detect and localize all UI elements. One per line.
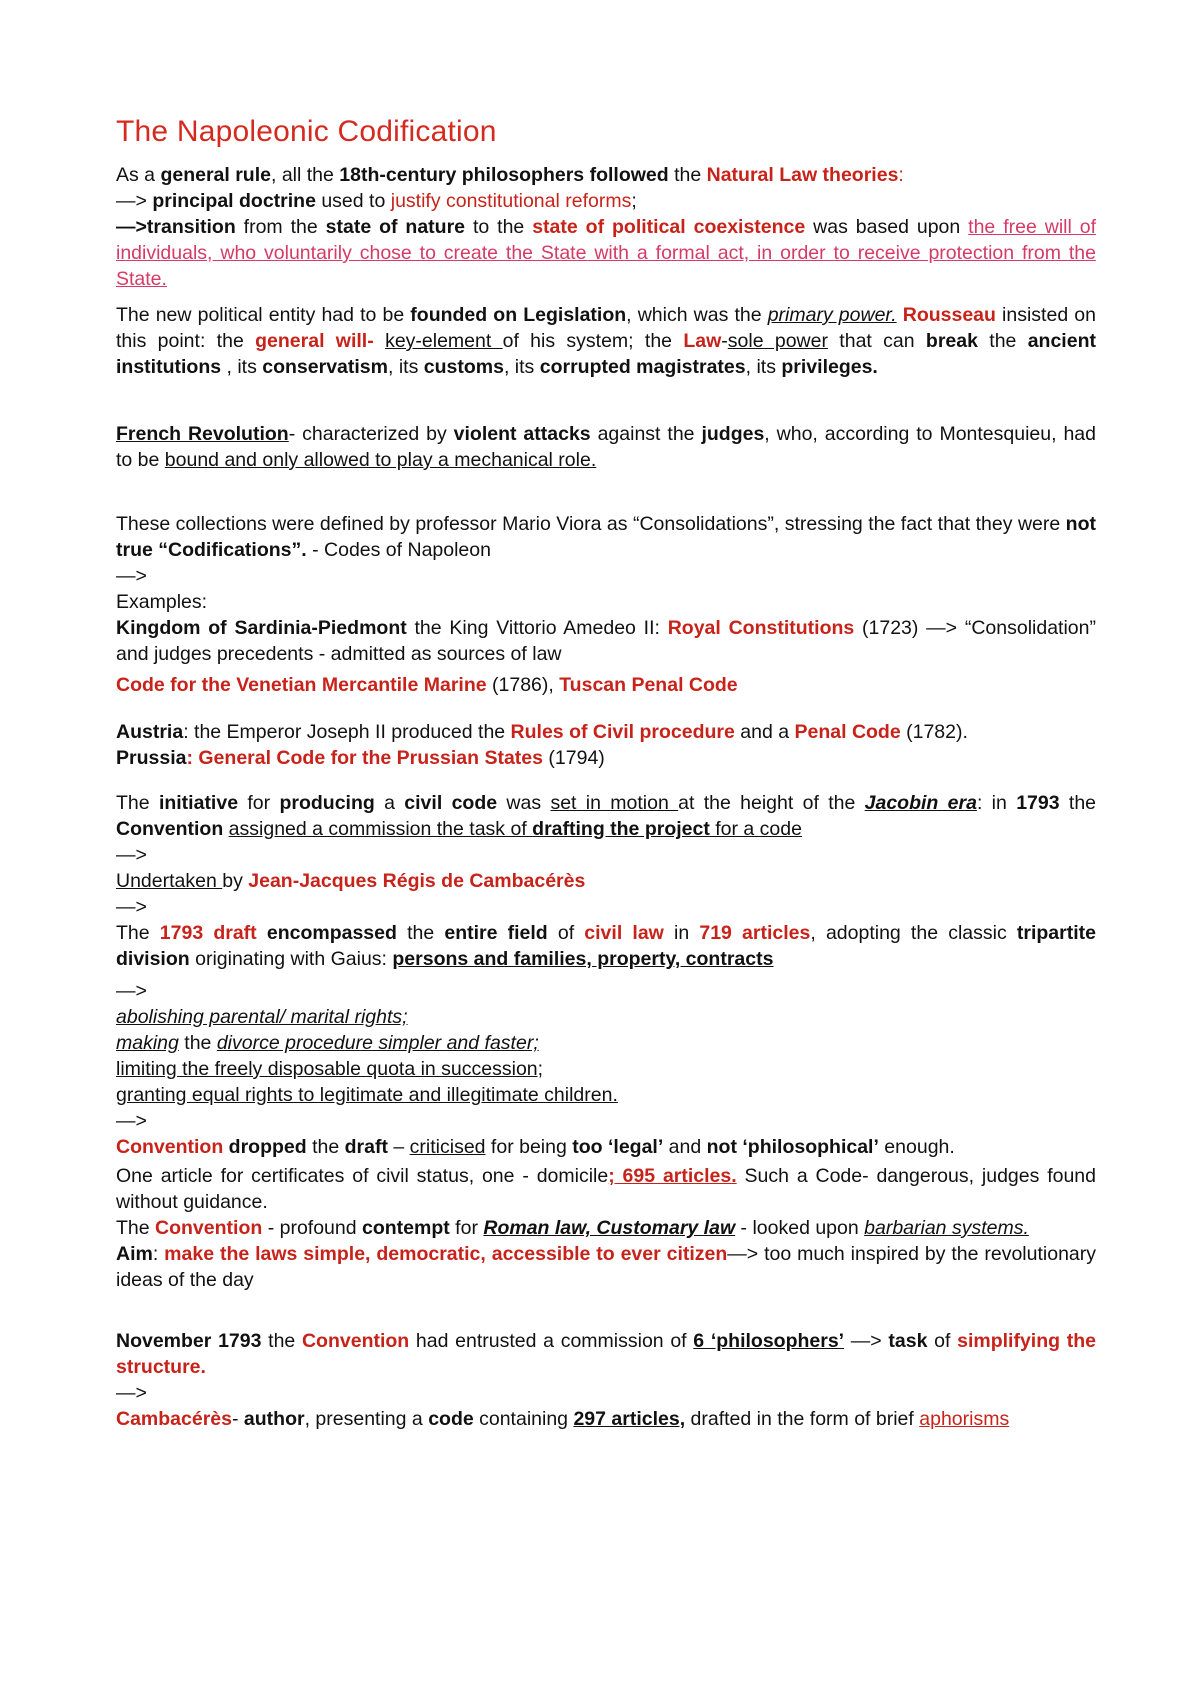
convention-contempt-paragraph: One article for certificates of civil status, one - domicile; 695 articles. Such a Code- dangerous, judges found without guidance. The Convention - profound contempt for Roman law, Customary law - looked upon barbarian systems. Aim: make the laws simple, democratic, accessible to ever citizen—> too much inspired by the revolutionary ideas of the day — [116, 1165, 1096, 1291]
list-item: abolishing parental/ marital rights; — [116, 1006, 408, 1028]
civil-code-initiative-paragraph: The initiative for producing a civil code was set in motion at the height of the Jacobin era: in 1793 the Convention assigned a commission the task of drafting the project for a code —> Undertaken by Jean-Jacques Régis de Cambacérès —> The 1793 draft encompassed the entire field of civil law in 719 articles, adopting the classic tripartite division originating with Gaius: persons and families, property, contracts — [116, 792, 1097, 970]
list-item: limiting the freely disposable quota in succession; — [116, 1058, 544, 1080]
rousseau-paragraph: The new political entity had to be founded on Legislation, which was the primary power. Rousseau insisted on this point: the general will- key-element of his system; the Law-sole power that can break the ancient institutions , its conservatism, its customs, its corrupted magistrates, its privileges. — [116, 304, 1096, 378]
november-1793-paragraph: November 1793 the Convention had entrusted a commission of 6 ‘philosophers’ —> task of simplifying the structure. —> Cambacérès- author, presenting a code containing 297 articles, drafted in the form of brief aphorisms — [116, 1330, 1096, 1430]
consolidations-paragraph: These collections were defined by professor Mario Viora as “Consolidations”, stressing the fact that they were not true “Codifications”. - Codes of Napoleon —> Examples: Kingdom of Sardinia-Piedmont the King Vittorio Amedeo II: Royal Constitutions (1723) —> “Consolidation” and judges precedents - admitted as sources of law — [116, 513, 1096, 665]
draft-reforms-list: —> abolishing parental/ marital rights; making the divorce procedure simpler and faster; limiting the freely disposable quota in succession; granting equal rights to legitimate and illegitimate children. —> Convention dropped the draft – criticised for being too ‘legal’ and not ‘philosophical’ enough. — [116, 978, 1096, 1160]
natural-law-paragraph: As a general rule, all the 18th-century philosophers followed the Natural Law theories: —> principal doctrine used to justify constitutional reforms; —>transition from the state of nature to the state of political coexistence was based upon the free will of individuals, who voluntarily chose to create the State with a formal act, in order to receive protection from the State. — [116, 164, 1097, 290]
austria-prussia-paragraph: Austria: the Emperor Joseph II produced the Rules of Civil procedure and a Penal Code (1782). Prussia: General Code for the Prussian States (1794) — [116, 721, 968, 769]
document-title: The Napoleonic Codification — [116, 115, 497, 148]
venetian-code-line: Code for the Venetian Mercantile Marine (1786), Tuscan Penal Code — [116, 674, 738, 696]
list-item: making the divorce procedure simpler and faster; — [116, 1032, 539, 1054]
list-item: granting equal rights to legitimate and illegitimate children. — [116, 1084, 618, 1106]
free-will-link: the free will of individuals, who voluntarily chose to create the State with a formal act, in order to receive protection from the State. — [116, 216, 1097, 290]
french-revolution-paragraph: French Revolution- characterized by violent attacks against the judges, who, according to Montesquieu, had to be bound and only allowed to play a mechanical role. — [116, 423, 1096, 471]
